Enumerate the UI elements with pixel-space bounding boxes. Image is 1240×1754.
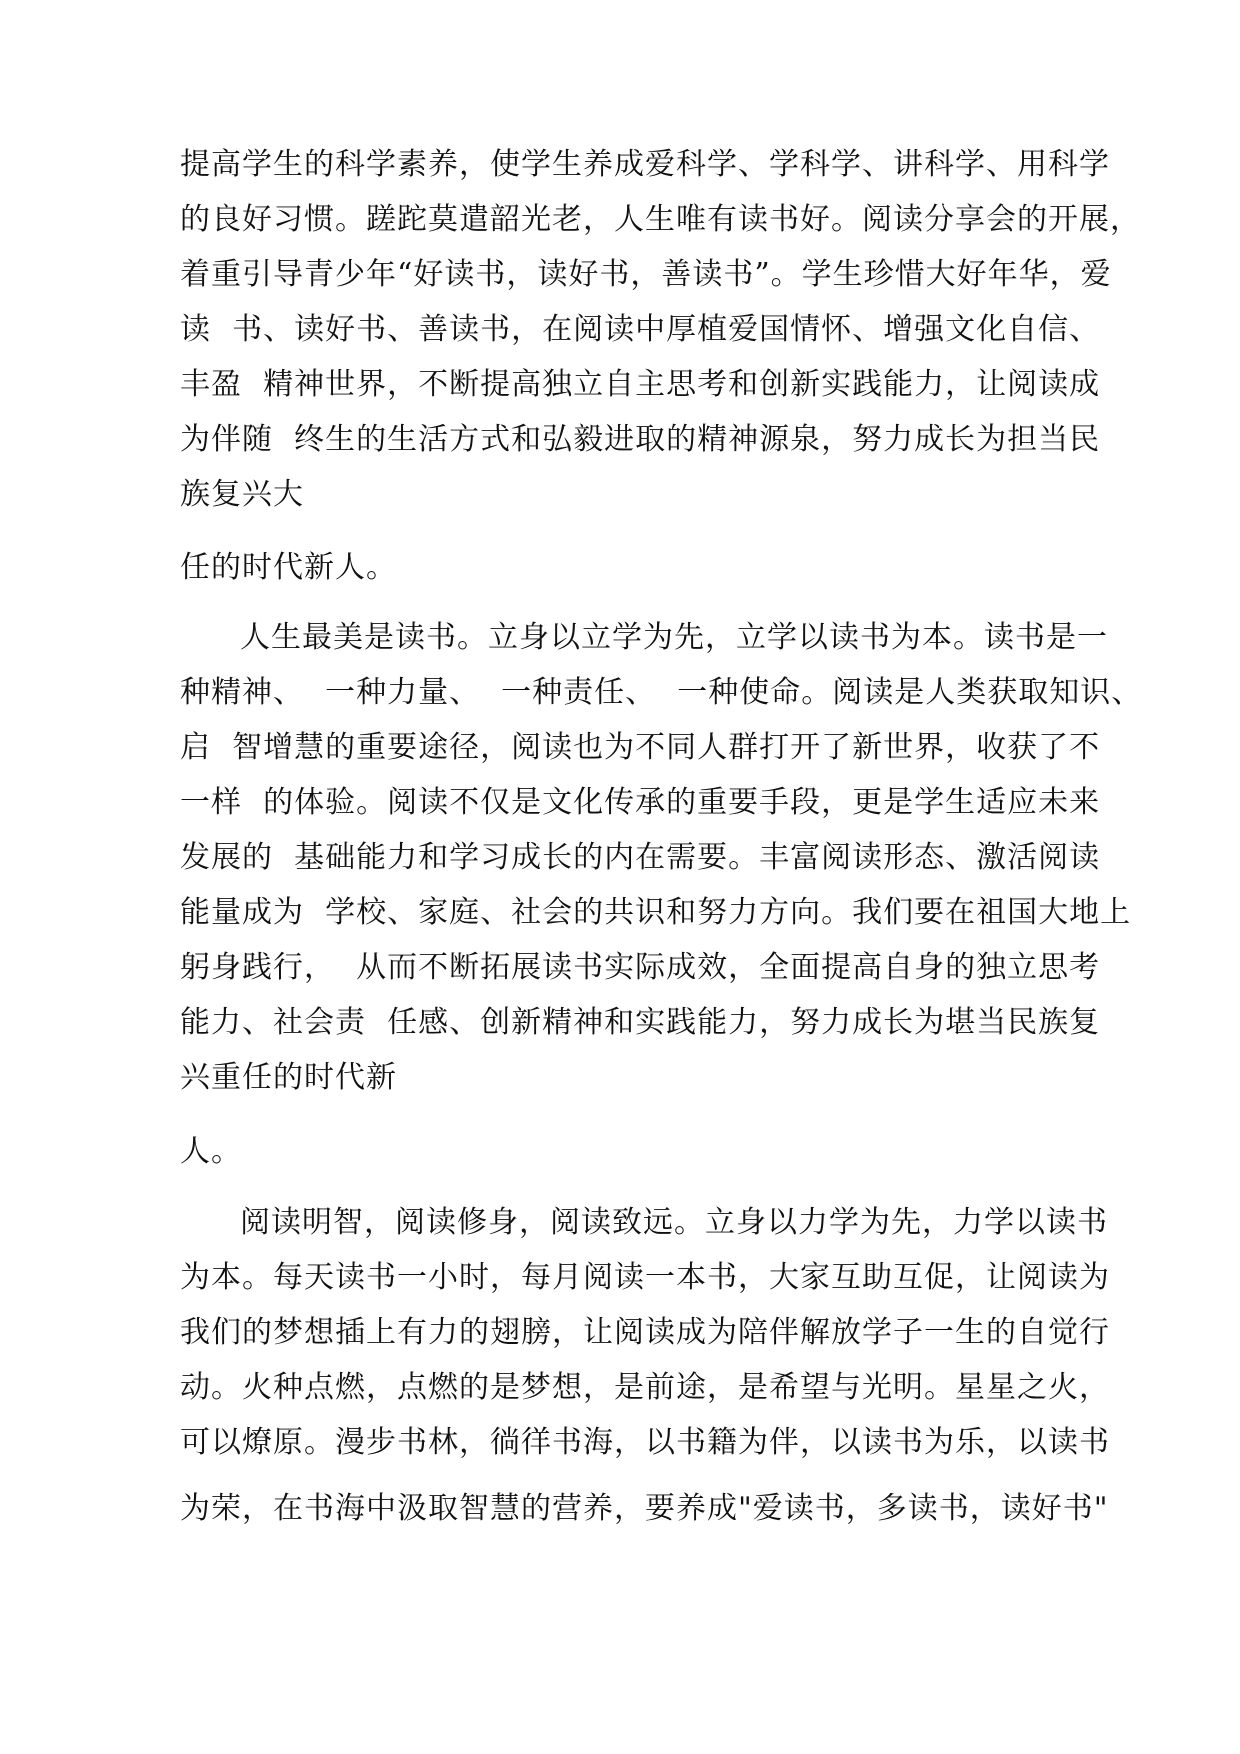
text-line: 启 智增慧的重要途径，阅读也为不同人群打开了新世界，收获了不 [180,730,1101,765]
text-line: 的良好习惯。蹉跎莫遣韶光老，人生唯有读书好。阅读分享会的开展， [180,202,1141,237]
text-line: 发展的 基础能力和学习成长的内在需要。丰富阅读形态、激活阅读 [180,840,1101,875]
text-line: 兴重任的时代新 [180,1060,397,1095]
text-line: 动。火种点燃，点燃的是梦想，是前途，是希望与光明。星星之火， [180,1370,1110,1405]
paragraph-start-line: 阅读明智，阅读修身，阅读致远。立身以力学为先，力学以读书 [240,1205,1108,1240]
text-line: 躬身践行， 从而不断拓展读书实际成效，全面提高自身的独立思考 [180,950,1101,985]
text-line: 我们的梦想插上有力的翅膀，让阅读成为陪伴解放学子一生的自觉行 [180,1315,1110,1350]
text-line: 为伴随 终生的生活方式和弘毅进取的精神源泉，努力成长为担当民 [180,422,1101,457]
text-line: 种精神、 一种力量、 一种责任、 一种使命。阅读是人类获取知识、 [180,675,1143,710]
text-line: 族复兴大 [180,477,304,512]
paragraph-start-line: 人生最美是读书。立身以立学为先，立学以读书为本。读书是一 [240,620,1108,655]
text-line: 可以燎原。漫步书林，徜徉书海，以书籍为伴，以读书为乐，以读书 [180,1425,1110,1460]
text-line: 着重引导青少年“好读书，读好书，善读书”。学生珍惜大好年华，爱 [180,257,1112,292]
text-line: 任的时代新人。 [180,550,397,585]
text-line: 人。 [180,1134,242,1169]
text-line: 为本。每天读书一小时，每月阅读一本书，大家互助互促，让阅读为 [180,1260,1110,1295]
text-line: 能量成为 学校、家庭、社会的共识和努力方向。我们要在祖国大地上 [180,895,1132,930]
text-line: 提高学生的科学素养，使学生养成爱科学、学科学、讲科学、用科学 [180,147,1110,182]
text-line: 能力、社会责 任感、创新精神和实践能力，努力成长为堪当民族复 [180,1005,1101,1040]
text-line: 一样 的体验。阅读不仅是文化传承的重要手段，更是学生适应未来 [180,785,1101,820]
text-line: 丰盈 精神世界，不断提高独立自主思考和创新实践能力，让阅读成 [180,367,1101,402]
text-line: 为荣，在书海中汲取智慧的营养，要养成"爱读书，多读书，读好书" [180,1491,1109,1526]
text-line: 读 书、读好书、善读书，在阅读中厚植爱国情怀、增强文化自信、 [180,312,1101,347]
